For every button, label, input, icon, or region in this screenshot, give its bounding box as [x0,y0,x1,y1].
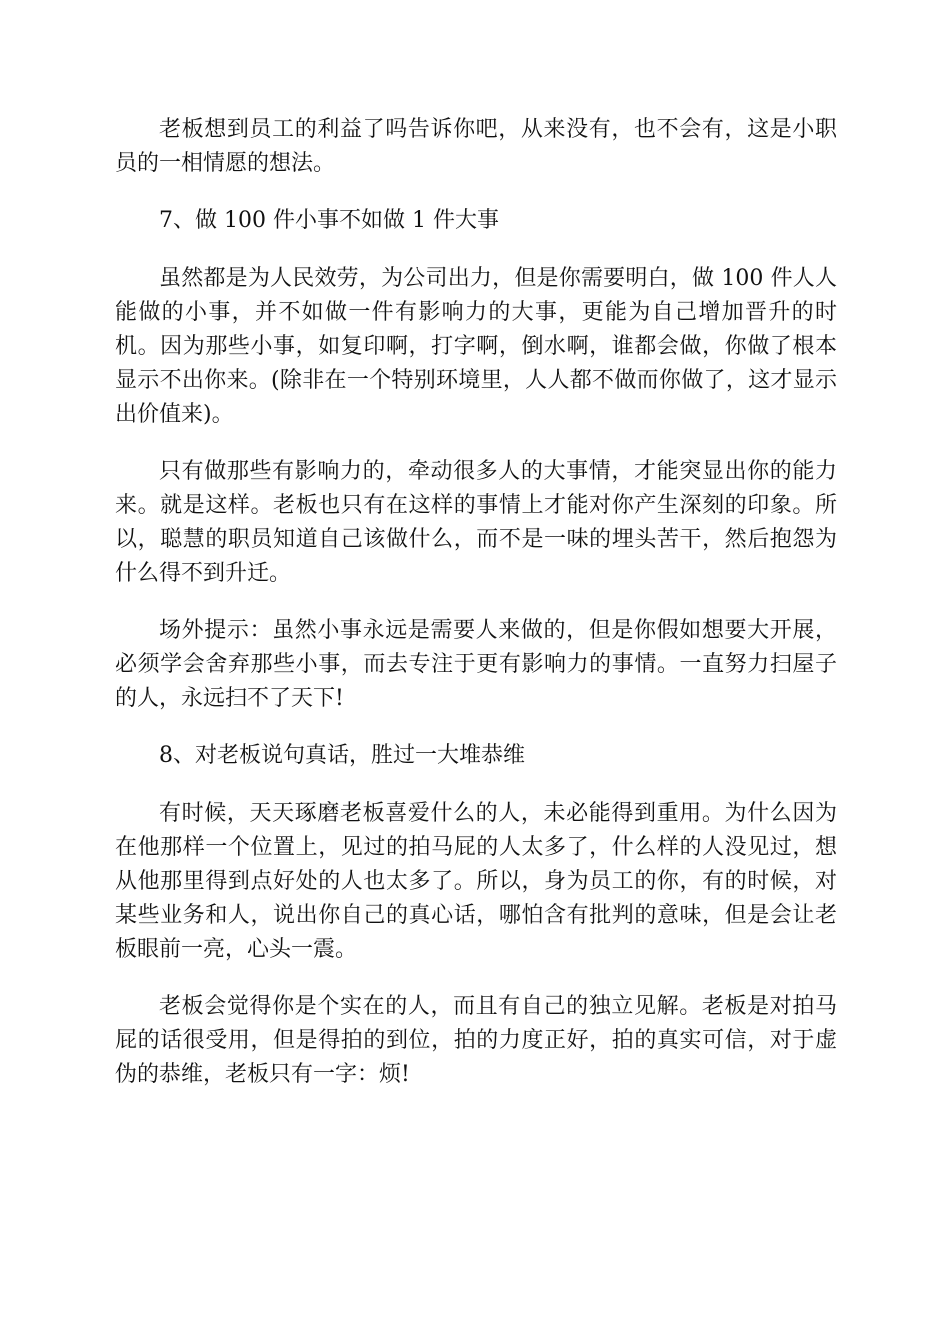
paragraph-boss-interest: 老板想到员工的利益了吗告诉你吧，从来没有，也不会有，这是小职员的一相情愿的想法。 [115,117,837,176]
paragraph-big-tasks: 只有做那些有影响力的，牵动很多人的大事情，才能突显出你的能力来。就是这样。老板也只有在这样的事情上才能对你产生深刻的印象。所以，聪慧的职员知道自己该做什么，而不是一味的埋头苦干，然后抱怨为什么得不到升迁。 [115,459,837,586]
paragraph-flattery: 老板会觉得你是个实在的人，而且有自己的独立见解。老板是对拍马屁的话很受用，但是得拍的到位，拍的力度正好，拍的真实可信，对于虚伪的恭维，老板只有一字：烦! [115,994,837,1087]
section-heading-8: 8、对老板说句真话，胜过一大堆恭维 [159,743,525,768]
paragraph-small-tasks: 虽然都是为人民效劳，为公司出力，但是你需要明白，做 100 件人人能做的小事，并不如做一件有影响力的大事，更能为自己增加晋升的时机。因为那些小事，如复印啊，打字啊，倒水啊，谁都会做，你做了根本显示不出你来。(除非在一个特别环境里，人人都不做而你做了，这才显示出价值来)。 [115,266,837,427]
paragraph-tip: 场外提示：虽然小事永远是需要人来做的，但是你假如想要大开展，必须学会舍弃那些小事，而去专注于更有影响力的事情。一直努力扫屋子的人，永远扫不了天下! [115,618,837,711]
document-body [115,113,837,1115]
section-heading-7: 7、做 100 件小事不如做 1 件大事 [159,208,499,233]
paragraph-truth: 有时候，天天琢磨老板喜爱什么的人，未必能得到重用。为什么因为在他那样一个位置上，见过的拍马屁的人太多了，什么样的人没见过，想从他那里得到点好处的人也太多了。所以，身为员工的你，有的时候，对某些业务和人，说出你自己的真心话，哪怕含有批判的意味，但是会让老板眼前一亮，心头一震。 [115,801,837,962]
